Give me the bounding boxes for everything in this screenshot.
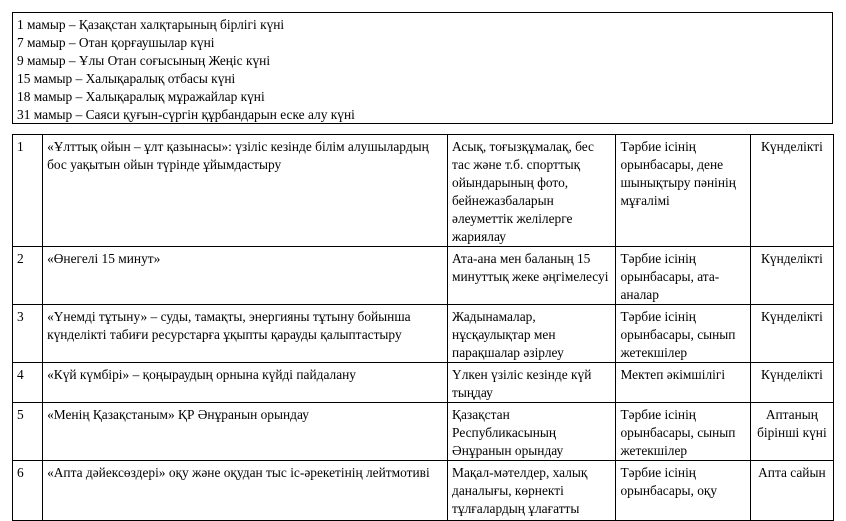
task-cell: «Ұлттық ойын – ұлт қазынасы»: үзіліс кезінде білім алушылардың бос уақытын ойын түрінде ұйымдастыру — [43, 135, 448, 247]
responsible-cell: Тәрбие ісінің орынбасары, сынып жетекшілер — [616, 403, 750, 461]
timing-cell: Апта сайын — [750, 461, 833, 521]
task-cell: «Үнемді тұтыну» – суды, тамақты, энергияны тұтыну бойынша күнделікті табиғи ресурстарға ұқыпты қарауды қалыптастыру — [43, 305, 448, 363]
timing-cell: Аптаның бірінші күні — [750, 403, 833, 461]
row-number: 1 — [13, 135, 43, 247]
task-cell: «Менің Қазақстаным» ҚР Әнұранын орындау — [43, 403, 448, 461]
holiday-line: 31 мамыр – Саяси қуғын-сүргін құрбандарын еске алу күні — [17, 107, 355, 122]
holiday-line: 1 мамыр – Қазақстан халқтарының бірлігі күні — [17, 17, 285, 32]
timing-cell: Күнделікті — [750, 247, 833, 305]
row-number: 6 — [13, 461, 43, 521]
responsible-cell: Тәрбие ісінің орынбасары, дене шынықтыру пәнінің мұғалімі — [616, 135, 750, 247]
table-row — [13, 247, 834, 305]
row-number: 2 — [13, 247, 43, 305]
timing-cell: Күнделікті — [750, 305, 833, 363]
task-cell: «Күй күмбірі» – қоңыраудың орнына күйді пайдалану — [43, 363, 448, 403]
form-cell: Мақал-мәтелдер, халық даналығы, көрнекті тұлғалардың ұлағатты — [448, 461, 616, 521]
form-cell: Қазақстан Республикасының Әнұранын орындау — [448, 403, 616, 461]
table-row — [13, 135, 834, 247]
timing-cell: Күнделікті — [750, 363, 833, 403]
events-table — [12, 134, 834, 521]
task-cell: «Апта дәйексөздері» оқу және оқудан тыс іс-әрекетінің лейтмотиві — [43, 461, 448, 521]
holiday-line: 15 мамыр – Халықаралық отбасы күні — [17, 71, 236, 86]
holiday-line: 7 мамыр – Отан қорғаушылар күні — [17, 35, 215, 50]
holiday-line: 18 мамыр – Халықаралық мұражайлар күні — [17, 89, 265, 104]
row-number: 3 — [13, 305, 43, 363]
table-row — [13, 305, 834, 363]
holidays-box — [12, 12, 833, 124]
timing-cell: Күнделікті — [750, 135, 833, 247]
table-row — [13, 363, 834, 403]
table-row — [13, 403, 834, 461]
row-number: 5 — [13, 403, 43, 461]
responsible-cell: Тәрбие ісінің орынбасары, ата-аналар — [616, 247, 750, 305]
form-cell: Асық, тоғызқұмалақ, бес тас және т.б. спорттық ойындарының фото, бейнежазбаларын әлеуметтік желілерге жариялау — [448, 135, 616, 247]
task-cell: «Өнегелі 15 минут» — [43, 247, 448, 305]
row-number: 4 — [13, 363, 43, 403]
responsible-cell: Тәрбие ісінің орынбасары, сынып жетекшілер — [616, 305, 750, 363]
responsible-cell: Мектеп әкімшілігі — [616, 363, 750, 403]
table-row — [13, 461, 834, 521]
form-cell: Жадынамалар, нұсқаулықтар мен парақшалар әзірлеу — [448, 305, 616, 363]
form-cell: Үлкен үзіліс кезінде күй тыңдау — [448, 363, 616, 403]
holiday-line: 9 мамыр – Ұлы Отан соғысының Жеңіс күні — [17, 53, 271, 68]
form-cell: Ата-ана мен баланың 15 минуттық жеке әңгімелесуі — [448, 247, 616, 305]
responsible-cell: Тәрбие ісінің орынбасары, оқу — [616, 461, 750, 521]
